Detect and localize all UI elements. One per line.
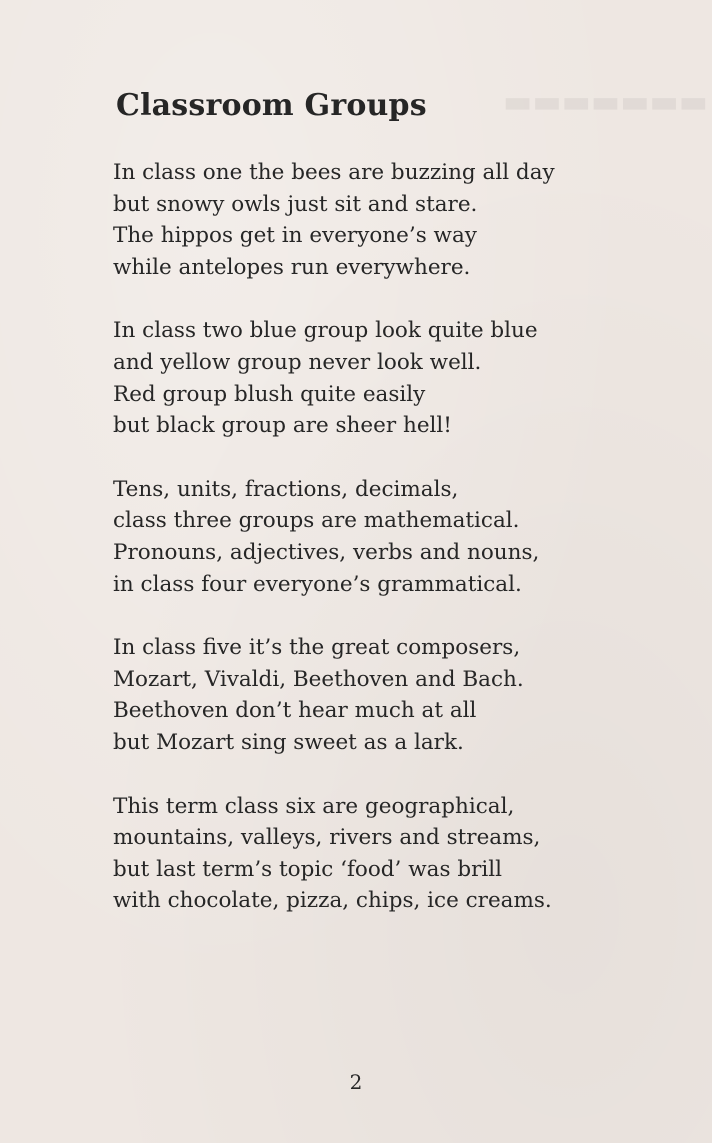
poem-line: In class one the bees are buzzing all day — [113, 160, 555, 185]
stanza-3 — [113, 474, 633, 600]
poem-line: and yellow group never look well. — [113, 349, 482, 375]
bleed-through-heading: ▬▬▬▬▬▬▬ — [503, 84, 709, 120]
poem-line: Tens, units, fractions, decimals, — [113, 476, 459, 502]
poem-line: In class five it’s the great composers, — [113, 635, 521, 661]
poem-line: Pronouns, adjectives, verbs and nouns, — [113, 539, 540, 565]
poem-line: class three groups are mathematical. — [113, 508, 520, 534]
poem-line: This term class six are geographical, — [113, 793, 515, 819]
poem-line: in class four everyone’s grammatical. — [113, 571, 522, 597]
poem-line: In class two blue group look quite blue — [113, 318, 538, 344]
poem-line: but Mozart sing sweet as a lark. — [113, 729, 464, 755]
poem-line: Red group blush quite easily — [113, 381, 426, 407]
poem-line: but snowy owls just sit and stare. — [113, 191, 478, 217]
poem-line: while antelopes run everywhere. — [113, 254, 471, 280]
stanza-4 — [113, 632, 633, 758]
poem-body — [113, 157, 633, 949]
stanza-2 — [113, 315, 633, 441]
poem-line: Mozart, Vivaldi, Beethoven and Bach. — [113, 666, 524, 692]
poem-line: with chocolate, pizza, chips, ice creams. — [113, 888, 552, 914]
poem-title: Classroom Groups — [116, 88, 427, 123]
stanza-5 — [113, 791, 633, 917]
stanza-1 — [113, 157, 633, 283]
poem-line: but last term’s topic ‘food’ was brill — [113, 856, 502, 882]
poem-line: The hippos get in everyone’s way — [113, 223, 477, 249]
poem-line: but black group are sheer hell! — [113, 413, 452, 439]
poem-line: mountains, valleys, rivers and streams, — [113, 825, 541, 851]
poem-line: Beethoven don’t hear much at all — [113, 698, 477, 724]
page-number: 2 — [349, 1070, 363, 1094]
